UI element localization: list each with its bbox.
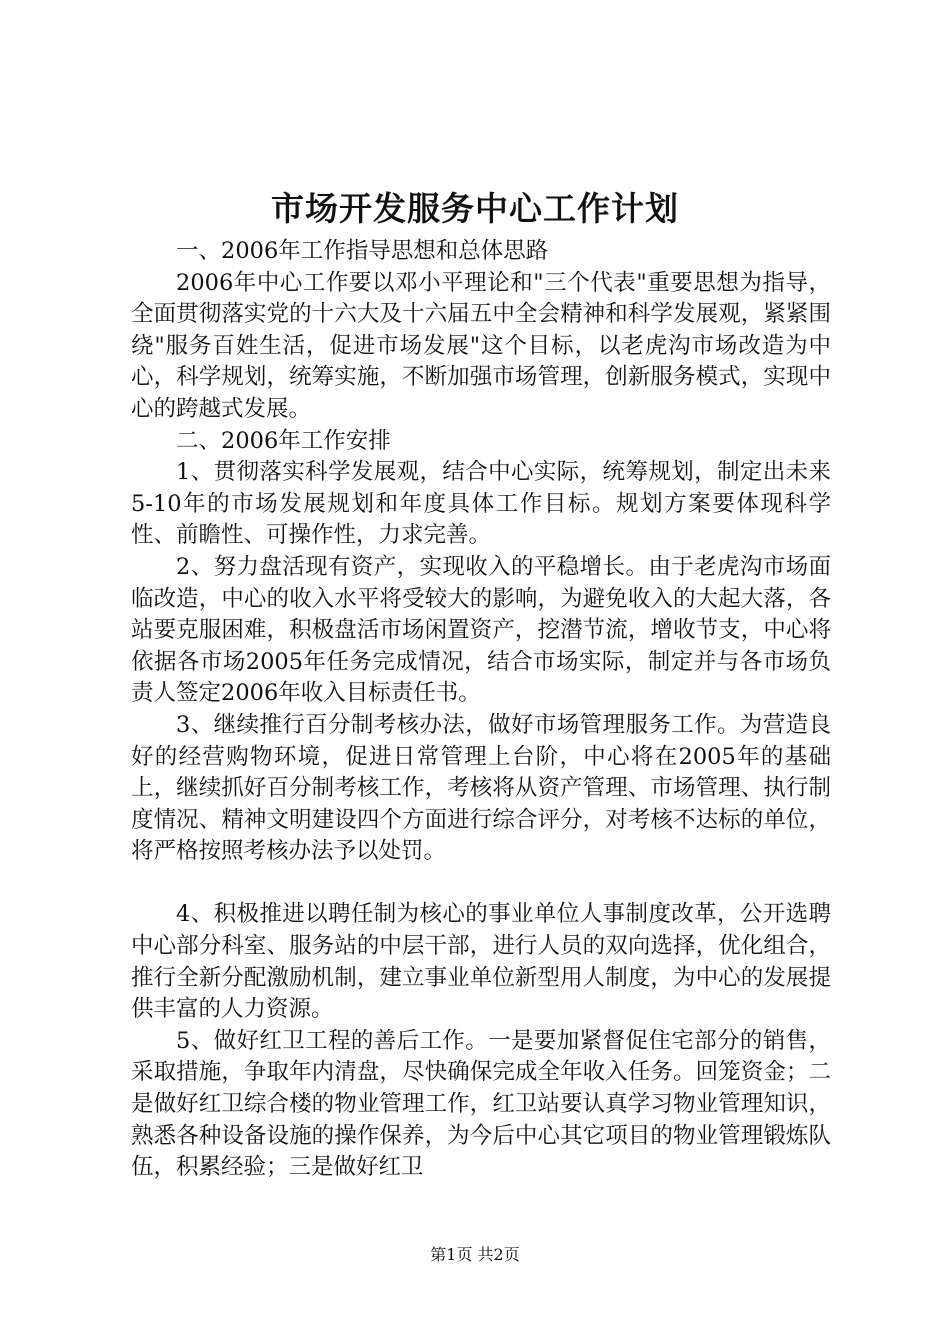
document-title: 市场开发服务中心工作计划 [271, 189, 679, 228]
paragraph-guiding-thought: 2006年中心工作要以邓小平理论和"三个代表"重要思想为指导，全面贯彻落实党的十六大及十六届五中全会精神和科学发展观，紧紧围绕"服务百姓生活，促进市场发展"这个目标，以老虎沟市场改造为中心，科学规划，统筹实施，不断加强市场管理，创新服务模式，实现中心的跨越式发展。 [131, 269, 831, 422]
paragraph-item-2: 2、努力盘活现有资产，实现收入的平稳增长。由于老虎沟市场面临改造，中心的收入水平将受较大的影响，为避免收入的大起大落，各站要克服困难，积极盘活市场闲置资产，挖潜节流，增收节支，中心将依据各市场2005年任务完成情况，结合市场实际，制定并与各市场负责人签定2006年收入目标责任书。 [131, 553, 831, 707]
paragraph-item-3: 3、继续推行百分制考核办法，做好市场管理服务工作。为营造良好的经营购物环境，促进日常管理上台阶，中心将在2005年的基础上，继续抓好百分制考核工作，考核将从资产管理、市场管理、执行制度情况、精神文明建设四个方面进行综合评分，对考核不达标的单位，将严格按照考核办法予以处罚。 [131, 711, 831, 865]
section-heading-2: 二、2006年工作安排 [176, 427, 391, 454]
paragraph-item-5: 5、做好红卫工程的善后工作。一是要加紧督促住宅部分的销售，采取措施，争取年内清盘，尽快确保完成全年收入任务。回笼资金；二是做好红卫综合楼的物业管理工作，红卫站要认真学习物业管理知识，熟悉各种设备设施的操作保养，为今后中心其它项目的物业管理锻炼队伍，积累经验；三是做好红卫 [131, 1027, 831, 1181]
page-number-footer: 第1页 共2页 [430, 1245, 520, 1264]
paragraph-item-1: 1、贯彻落实科学发展观，结合中心实际，统筹规划，制定出未来5-10年的市场发展规划和年度具体工作目标。规划方案要体现科学性、前瞻性、可操作性，力求完善。 [131, 459, 831, 549]
paragraph-item-4: 4、积极推进以聘任制为核心的事业单位人事制度改革，公开选聘中心部分科室、服务站的中层干部，进行人员的双向选择，优化组合，推行全新分配激励机制，建立事业单位新型用人制度，为中心的发展提供丰富的人力资源。 [131, 901, 831, 1023]
paragraph-gap [131, 868, 831, 900]
document-body [131, 236, 831, 1184]
section-heading-1: 一、2006年工作指导思想和总体思路 [176, 238, 549, 264]
